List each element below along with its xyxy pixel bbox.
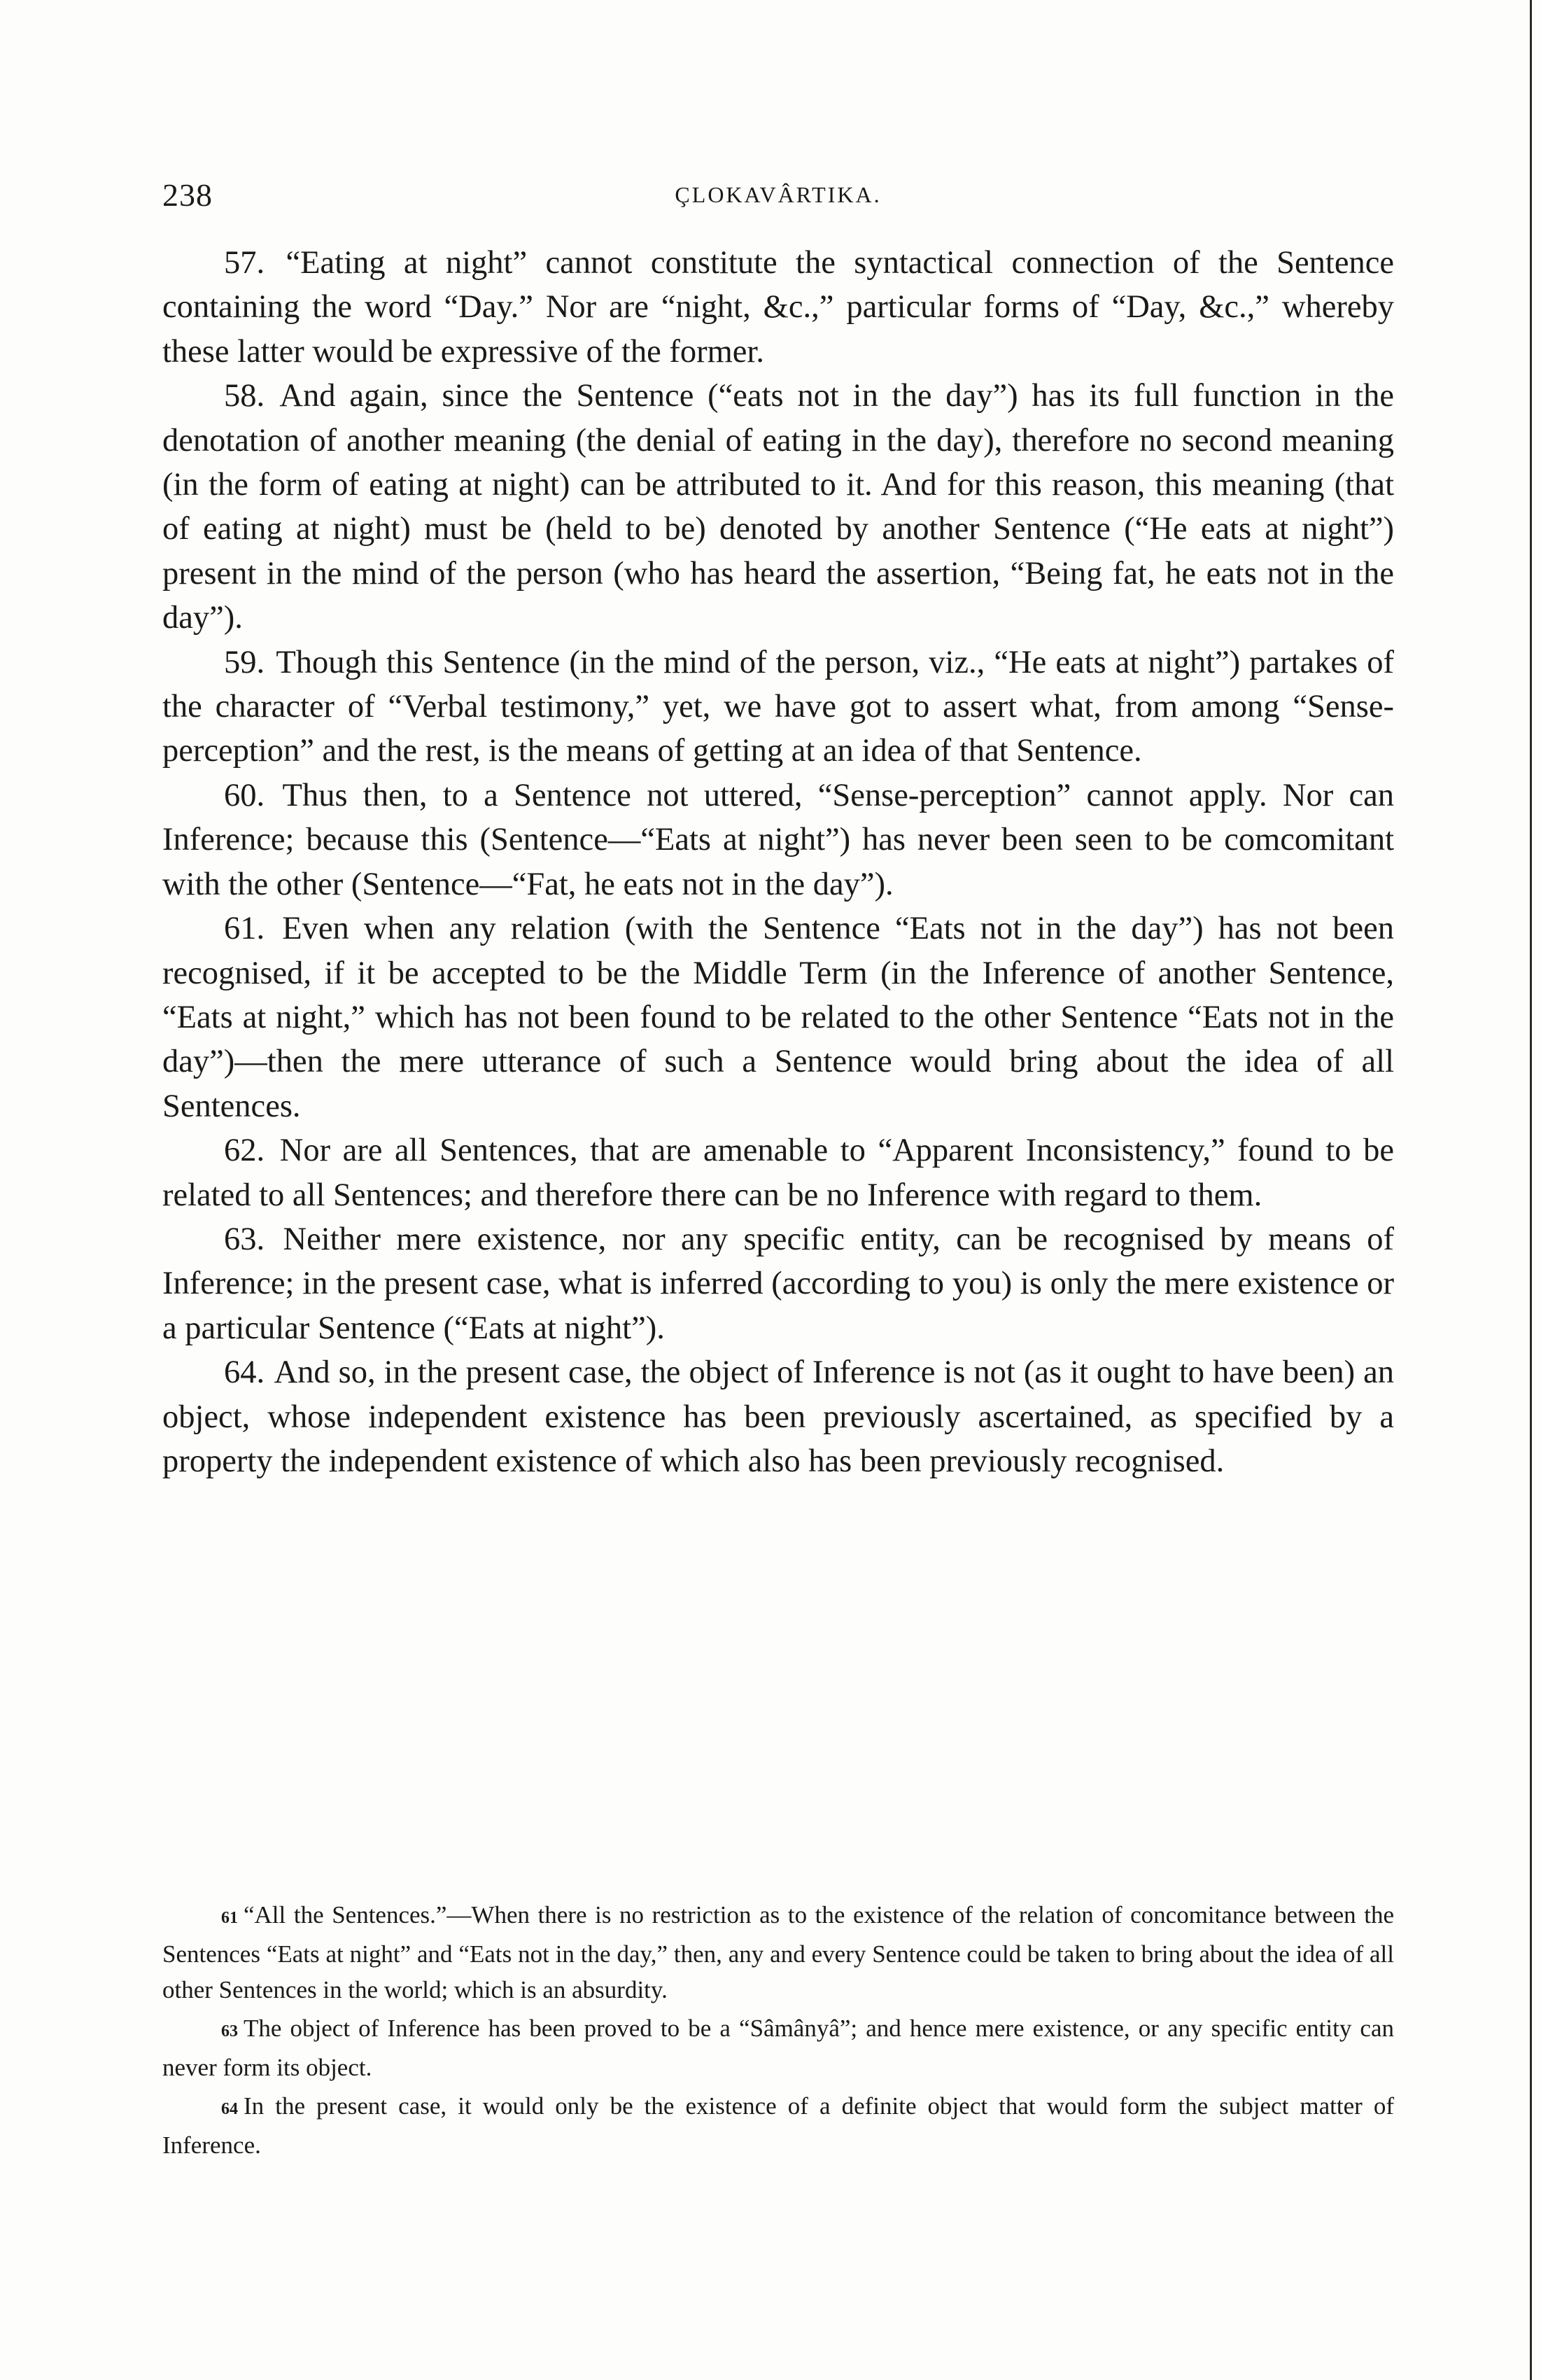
footnote-number: 61 <box>221 1909 238 1927</box>
footnote-text: “All the Sentences.”—When there is no restriction as to the existence of the relation of concomitance between the Sentences “Eats at night” and “Eats not in the day,” then, any and every Sentence could be taken to bring about the idea of all other Sentences in the world; which is an absurdity. <box>162 1901 1394 2003</box>
paragraph-number: 61. <box>224 911 265 947</box>
paragraph-text: “Eating at night” cannot constitute the syntactical connection of the Sentence containing the word “Day.” Nor are “night, &c.,” particular forms of “Day, &c.,” whereby these latter would be expressive of the former. <box>162 245 1394 370</box>
paragraph-59 <box>162 640 1394 774</box>
paragraph-text: And again, since the Sentence (“eats not in the day”) has its full function in the denotation of another meaning (the denial of eating in the day), therefore no second meaning (in the form of eating at night) can be attributed to it. And for this reason, this meaning (that of eating at night) must be (held to be) denoted by another Sentence (“He eats at night”) present in the mind of the person (who has heard the assertion, “Being fat, he eats not in the day”). <box>162 378 1394 636</box>
paragraph-62 <box>162 1128 1394 1217</box>
paragraph-number: 63. <box>224 1221 265 1257</box>
paragraph-number: 59. <box>224 644 265 680</box>
paragraph-text: Even when any relation (with the Sentence “Eats not in the day”) has not been recognised, if it be accepted to be the Middle Term (in the Inference of another Sentence, “Eats at night,” which has not been found to be related to the other Sentence “Eats not in the day”)—then the mere utterance of such a Sentence would bring about the idea of all Sentences. <box>162 911 1394 1124</box>
paragraph-61 <box>162 906 1394 1128</box>
footnote-63 <box>162 2010 1394 2085</box>
paragraph-63 <box>162 1217 1394 1350</box>
paragraph-number: 58. <box>224 378 265 414</box>
footnote-61 <box>162 1897 1394 2008</box>
footnotes <box>162 1897 1394 2166</box>
paragraph-text: Though this Sentence (in the mind of the person, viz., “He eats at night”) partakes of the character of “Verbal testimony,” yet, we have got to assert what, from among “Sense-perception” and the rest, is the means of getting at an idea of that Sentence. <box>162 644 1394 769</box>
paragraph-number: 64. <box>224 1354 265 1391</box>
page-number: 238 <box>162 177 213 213</box>
paragraph-64 <box>162 1350 1394 1483</box>
paragraph-number: 57. <box>224 245 265 281</box>
paragraph-text: Neither mere existence, nor any specific entity, can be recognised by means of Inference; in the present case, what is inferred (according to you) is only the mere existence or a particular Sentence (“Eats at night”). <box>162 1221 1394 1346</box>
running-title: ÇLOKAVÂRTIKA. <box>675 182 882 207</box>
footnote-number: 63 <box>221 2022 238 2040</box>
paragraph-text: Thus then, to a Sentence not uttered, “Sense-perception” cannot apply. Nor can Inference; because this (Sentence—“Eats at night”) has never been seen to be comcomitant with the other (Sentence—“Fat, he eats not in the day”). <box>162 777 1394 902</box>
body-text <box>162 241 1394 1483</box>
paragraph-57 <box>162 241 1394 374</box>
paragraph-number: 62. <box>224 1133 265 1169</box>
footnote-text: The object of Inference has been proved to be a “Sâmânyâ”; and hence mere existence, or any specific entity can never form its object. <box>162 2015 1394 2081</box>
paragraph-58 <box>162 374 1394 640</box>
running-head <box>162 176 1394 218</box>
footnote-text: In the present case, it would only be the existence of a definite object that would form the subject matter of Inference. <box>162 2092 1394 2159</box>
paragraph-number: 60. <box>224 777 265 813</box>
paragraph-text: And so, in the present case, the object of Inference is not (as it ought to have been) an object, whose independent existence has been previously ascertained, as specified by a property the independent existence of which also has been previously recognised. <box>162 1354 1394 1479</box>
footnote-64 <box>162 2088 1394 2163</box>
scan-edge-divider <box>1530 0 1532 2380</box>
footnote-number: 64 <box>221 2100 238 2118</box>
paragraph-60 <box>162 774 1394 906</box>
paragraph-text: Nor are all Sentences, that are amenable to “Apparent Inconsistency,” found to be related to all Sentences; and therefore there can be no Inference with regard to them. <box>162 1133 1394 1213</box>
